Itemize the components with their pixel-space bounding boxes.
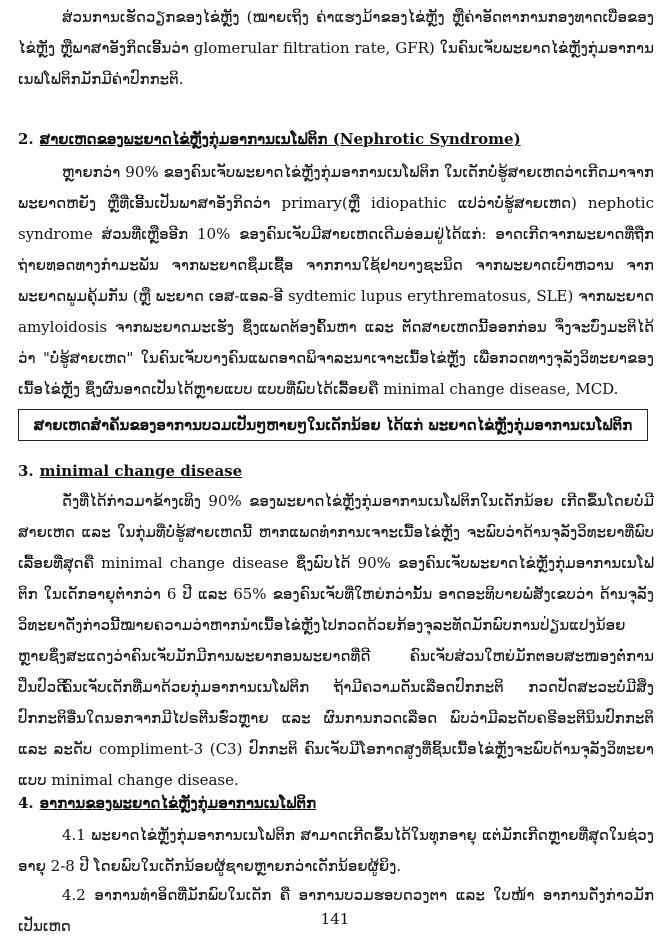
section-3-number: 3.	[18, 462, 34, 480]
section-4-heading	[18, 792, 654, 814]
section-4-number: 4.	[18, 794, 34, 812]
section-2-number: 2.	[18, 130, 34, 148]
callout-box	[18, 409, 648, 441]
section-4-title: ອາການຂອງພະຍາດໄຂ່ຫຼັງກຸ່ມອາການເນໂຟຕິກ	[39, 794, 317, 812]
callout-text: ສາຍເຫດສຳຄັນຂອງອາການບວມເປັນໆຫາຍໆໃນເດັກນ້ອຍ ໄດ້ແກ່ ພະຍາດໄຂ່ຫຼັງກຸ່ມອາການເນໂຟຕິກ	[33, 416, 633, 434]
section-3-paragraph-1: ດັ່ງທີ່ໄດ້ກ່າວມາຂ້າງເທິງ 90% ຂອງພະຍາດໄຂ່ຫຼັງກຸ່ມອາການເນໂຟຕິກໃນເດັກນ້ອຍ ເກີດຂຶ້ນໂດຍບໍ່ມີສາຍເຫດ ແລະ ໃນກຸ່ມທີ່ບໍ່ຮູ້ສາຍເຫດນີ້ ຫາກແພດທຳການເຈາະເນື້ອໄຂ່ຫຼັງ ຈະພົບວ່າດ້ານຈຸລັງວິທະຍາທີ່ພົບເລື້ອຍທີ່ສຸດຄື minimal change disease ຊຶ່ງພົບໄດ້ 90% ຂອງຄົນເຈັບພະຍາດໄຂ່ຫຼັງກຸ່ມອາການເນໂຟຕິກ ໃນເດັກອາຍຸຕໍ່າກວ່າ 6 ປີ ແລະ 65% ຂອງຄົນເຈັບທີ່ໃຫຍ່ກວ່ານັ້ນ ອາດອະທິບາຍພໍສັງເຂບວ່າ ດ້ານຈຸລັງວິທະຍາດັ່ງກ່າວນີ້ໝາຍຄວາມວ່າຫາກນຳເນື້ອໄຂ່ຫຼັງໄປກວດດ້ວຍກ້ອງຈຸລະທັດມັກພົບການປ່ຽນແປງນ້ອຍຫຼາຍຊຶ່ງສະແດງວ່າຄົນເຈັບມັກມີການພະຍາກອນພະຍາດທີ່ດີ ຄົນເຈັບສ່ວນໃຫຍ່ມັກຕອບສະໜອງຕໍ່ການປິ່ນປົວດີ.	[18, 492, 654, 696]
section-3-title: minimal change disease	[39, 462, 243, 480]
intro-paragraph: ສ່ວນການເຮັດວຽກຂອງໄຂ່ຫຼັງ (ໝາຍເຖິງ ຄ່າແຮງມ້າຂອງໄຂ່ຫຼັງ ຫຼືຄ່າອັດຕາການກອງທາດເບື່ອຂອງໄຂ່ຫຼັງ ຫຼືພາສາອັງກິດເອີ້ນວ່າ glomerular filtration rate, GFR) ໃນຄົນເຈັບພະຍາດໄຂ່ຫຼັງກຸ່ມອາການເນຟໂຟຕິກມັກມີຄ່າປົກກະຕິ.	[18, 8, 654, 88]
section-3-heading	[18, 460, 654, 482]
section-2-title: ສາຍເຫດຂອງພະຍາດໄຂ່ຫຼັງກຸ່ມອາການເນໂຟຕິກ (Nephrotic Syndrome)	[39, 130, 521, 148]
section-2-heading	[18, 128, 654, 150]
section-3-paragraph-2: ຄົນເຈັບເດັກທີ່ມາດ້ວຍກຸ່ມອາການເນໂຟຕິກ ຖ້າມີຄວາມດັນເລືອດປົກກະຕິ ກວດປັດສະວະບໍ່ມີສິ່ງປົກກະຕິອື່ນໃດນອກຈາກມີໄປຣຕີນຮົ່ວຫຼາຍ ແລະ ຜົນການກວດເລືອດ ພົບວ່າມີລະດັບຄຣີອະຕີນິນປົກກະຕິ ແລະ ລະດັບ compliment-3 (C3) ປົກກະຕິ ຄົນເຈັບມີໂອກາດສູງທີ່ຊິ້ນເນື້ອໄຂ່ຫຼັງຈະພົບດ້ານຈຸລັງວິທະຍາແບບ minimal change disease.	[18, 678, 654, 789]
page-number: 141	[320, 910, 350, 928]
section-4-item-2: 4.2 ອາການທຳອິດທີ່ມັກພົບໃນເດັກ ຄື ອາການບວມຮອບດວງຕາ ແລະ ໃບໜ້າ ອາການດັ່ງກ່າວມັກເປັນເຫດ	[18, 886, 654, 935]
section-2-paragraph: ຫຼາຍກວ່າ 90% ຂອງຄົນເຈັບພະຍາດໄຂ່ຫຼັງກຸ່ມອາການເນໂຟຕິກ ໃນເດັກບໍ່ຮູ້ສາຍເຫດວ່າເກີດມາຈາກພະຍາດຫຍັງ ຫຼືທີ່ເອີ້ນເປັນພາສາອັງກິດວ່າ primary(ຫຼື idiopathic ແປວ່າບໍ່ຮູ້ສາຍເຫດ) nephotic syndrome ສ່ວນທີ່ເຫຼືອອີກ 10% ຂອງຄົນເຈັບມີສາຍເຫດເດີມອ່ອມຢູ່ໄດ້ແກ່: ອາດເກີດຈາກພະຍາດທີ່ຖືກຖ່າຍທອດທາງກຳມະພັນ ຈາກພະຍາດຊຶມເຊື້ອ ຈາກການໃຊ້ຢາບາງຊະນິດ ຈາກພະຍາດເບົາຫວານ ຈາກພະຍາດພູມຄຸ້ມກັນ (ຫຼື ພະຍາດ ເອສ-ແອລ-ອີ sydtemic lupus erythrematosus, SLE) ຈາກພະຍາດ amyloidosis ຈາກພະຍາດມະເຮັງ ຊຶ່ງແພດຕ້ອງຄົ້ນຫາ ແລະ ຕັດສາຍເຫດນີ້ອອກກ່ອນ ຈຶ່ງຈະບົ່ງມະຕິໄດ້ວ່າ "ບໍ່ຮູ້ສາຍເຫດ" ໃນຄົນເຈັບບາງຄົນແພດອາດພິຈາລະນາເຈາະເນື້ອໄຂ່ຫຼັງ ເພື່ອກວດທາງຈຸລັງວິທະຍາຂອງເນື້ອໄຂ່ຫຼັງ ຊຶ່ງຜົນອາດເປັນໄດ້ຫຼາຍແບບ ແບບທີ່ພົບໄດ້ເລື້ອຍຄື minimal change disease, MCD.	[18, 163, 654, 398]
section-4-item-1: 4.1 ພະຍາດໄຂ່ຫຼັງກຸ່ມອາການເນໂຟຕິກ ສາມາດເກີດຂຶ້ນໄດ້ໃນທຸກອາຍຸ ແຕ່ມັກເກີດຫຼາຍທີ່ສຸດໃນຊ່ວງອາຍຸ 2-8 ປີ ໂດຍພົບໃນເດັກນ້ອຍຜູ້ຊາຍຫຼາຍກວ່າເດັກນ້ອຍຜູ້ຍິງ.	[18, 826, 654, 875]
